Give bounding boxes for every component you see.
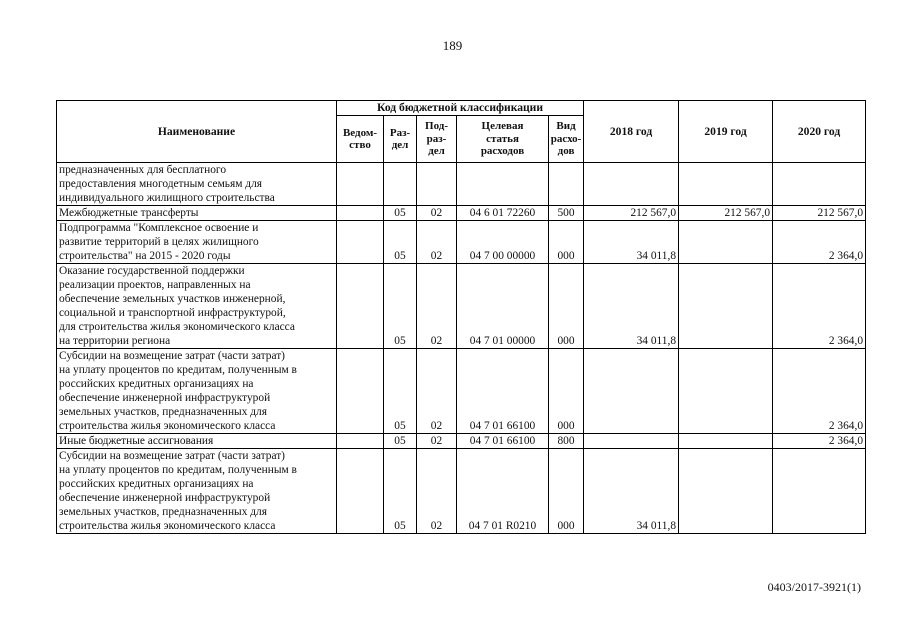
cell-podrazdel: 02 — [417, 449, 457, 534]
cell-podrazdel: 02 — [417, 221, 457, 264]
name-line: строительства жилья экономического класса — [59, 420, 276, 432]
header-line: Под- — [425, 120, 448, 133]
cell-podrazdel: 02 — [417, 349, 457, 434]
name-line: обеспечение земельных участков инженерной, — [59, 293, 286, 305]
header-line: Раз- — [389, 126, 411, 139]
cell-name — [57, 264, 337, 349]
cell-2019 — [679, 434, 773, 449]
cell-name — [57, 163, 337, 206]
name-line: развитие территорий в целях жилищного — [59, 236, 259, 248]
name-line: Иные бюджетные ассигнования — [59, 435, 214, 447]
cell-razdel — [384, 163, 417, 206]
header-vedomstvo — [337, 116, 384, 163]
cell-vedomstvo — [337, 264, 384, 349]
name-line: Межбюджетные трансферты — [59, 207, 199, 219]
cell-target-code: 04 7 01 00000 — [457, 264, 549, 349]
name-line: Субсидии на возмещение затрат (части затрат) — [59, 450, 285, 462]
name-line: Оказание государственной поддержки — [59, 265, 245, 277]
cell-vedomstvo — [337, 349, 384, 434]
cell-name — [57, 349, 337, 434]
cell-vid: 000 — [549, 349, 584, 434]
name-line: для строительства жилья экономического класса — [59, 321, 295, 333]
document-code: 0403/2017-3921(1) — [767, 580, 861, 594]
cell-2020: 2 364,0 — [773, 221, 866, 264]
cell-2018: 212 567,0 — [584, 206, 679, 221]
cell-name — [57, 449, 337, 534]
cell-razdel: 05 — [384, 449, 417, 534]
cell-2019 — [679, 349, 773, 434]
cell-razdel: 05 — [384, 349, 417, 434]
name-line: строительства жилья экономического класса — [59, 520, 276, 532]
cell-name — [57, 206, 337, 221]
cell-target-code: 04 7 01 R0210 — [457, 449, 549, 534]
cell-2019 — [679, 163, 773, 206]
name-line: Субсидии на возмещение затрат (части затрат) — [59, 350, 285, 362]
cell-razdel: 05 — [384, 434, 417, 449]
cell-vedomstvo — [337, 449, 384, 534]
cell-2019 — [679, 264, 773, 349]
cell-target-code: 04 7 00 00000 — [457, 221, 549, 264]
header-2018: 2018 год — [584, 101, 679, 163]
cell-2018: 34 011,8 — [584, 449, 679, 534]
table-row — [57, 434, 866, 449]
header-line: расходов — [480, 145, 525, 158]
header-code-group: Код бюджетной классификации — [337, 101, 584, 116]
cell-podrazdel: 02 — [417, 434, 457, 449]
name-line: на уплату процентов по кредитам, полученным в — [59, 464, 297, 476]
cell-target-code: 04 6 01 72260 — [457, 206, 549, 221]
cell-2020 — [773, 449, 866, 534]
table-body — [57, 163, 866, 534]
cell-vid — [549, 163, 584, 206]
cell-vid: 500 — [549, 206, 584, 221]
header-line: Целевая — [481, 120, 524, 133]
cell-2019 — [679, 449, 773, 534]
cell-vid: 000 — [549, 264, 584, 349]
header-vid — [549, 116, 584, 163]
budget-table — [56, 100, 866, 534]
header-line: дел — [428, 145, 445, 158]
header-target — [457, 116, 549, 163]
name-line: предоставления многодетным семьям для — [59, 178, 263, 190]
header-razdel — [384, 116, 417, 163]
cell-vid: 000 — [549, 449, 584, 534]
name-line: социальной и транспортной инфраструктурой, — [59, 307, 286, 319]
cell-2018: 34 011,8 — [584, 264, 679, 349]
header-2020: 2020 год — [773, 101, 866, 163]
table-row — [57, 163, 866, 206]
cell-razdel: 05 — [384, 206, 417, 221]
cell-2018 — [584, 434, 679, 449]
cell-2018 — [584, 349, 679, 434]
cell-2019: 212 567,0 — [679, 206, 773, 221]
name-line: обеспечение инженерной инфраструктурой — [59, 492, 271, 504]
name-line: земельных участков, предназначенных для — [59, 406, 267, 418]
name-line: предназначенных для бесплатного — [59, 164, 227, 176]
name-line: на территории региона — [59, 335, 171, 347]
header-line: раз- — [426, 132, 447, 145]
name-line: российских кредитных организациях на — [59, 378, 254, 390]
table-header — [57, 101, 866, 163]
cell-2020: 2 364,0 — [773, 349, 866, 434]
cell-vid: 000 — [549, 221, 584, 264]
cell-2019 — [679, 221, 773, 264]
table-row — [57, 206, 866, 221]
cell-razdel: 05 — [384, 221, 417, 264]
cell-podrazdel — [417, 163, 457, 206]
cell-target-code — [457, 163, 549, 206]
table-row — [57, 449, 866, 534]
header-line: Вид — [556, 120, 576, 133]
table-row — [57, 221, 866, 264]
cell-2020: 2 364,0 — [773, 434, 866, 449]
header-podrazdel — [417, 116, 457, 163]
name-line: строительства" на 2015 - 2020 годы — [59, 250, 231, 262]
cell-podrazdel: 02 — [417, 206, 457, 221]
name-line: реализации проектов, направленных на — [59, 279, 251, 291]
header-line: Ведом- — [342, 126, 378, 139]
name-line: российских кредитных организациях на — [59, 478, 254, 490]
cell-2020: 212 567,0 — [773, 206, 866, 221]
name-line: индивидуального жилищного строительства — [59, 192, 275, 204]
name-line: Подпрограмма "Комплексное освоение и — [59, 222, 259, 234]
name-line: обеспечение инженерной инфраструктурой — [59, 392, 271, 404]
header-line: дов — [557, 145, 575, 158]
page-number: 189 — [442, 38, 463, 53]
cell-vedomstvo — [337, 221, 384, 264]
cell-vid: 800 — [549, 434, 584, 449]
cell-target-code: 04 7 01 66100 — [457, 349, 549, 434]
cell-vedomstvo — [337, 434, 384, 449]
table-row — [57, 264, 866, 349]
header-line: дел — [391, 139, 409, 151]
cell-name — [57, 221, 337, 264]
header-line: расхо- — [550, 132, 582, 145]
name-line: земельных участков, предназначенных для — [59, 506, 267, 518]
header-2019: 2019 год — [679, 101, 773, 163]
cell-target-code: 04 7 01 66100 — [457, 434, 549, 449]
cell-razdel: 05 — [384, 264, 417, 349]
cell-2020: 2 364,0 — [773, 264, 866, 349]
cell-vedomstvo — [337, 206, 384, 221]
cell-vedomstvo — [337, 163, 384, 206]
cell-2018: 34 011,8 — [584, 221, 679, 264]
header-name: Наименование — [57, 101, 337, 163]
table-row — [57, 349, 866, 434]
name-line: на уплату процентов по кредитам, полученным в — [59, 364, 297, 376]
cell-podrazdel: 02 — [417, 264, 457, 349]
cell-2018 — [584, 163, 679, 206]
header-line: ство — [349, 139, 371, 151]
cell-2020 — [773, 163, 866, 206]
cell-name — [57, 434, 337, 449]
header-line: статья — [486, 132, 519, 145]
